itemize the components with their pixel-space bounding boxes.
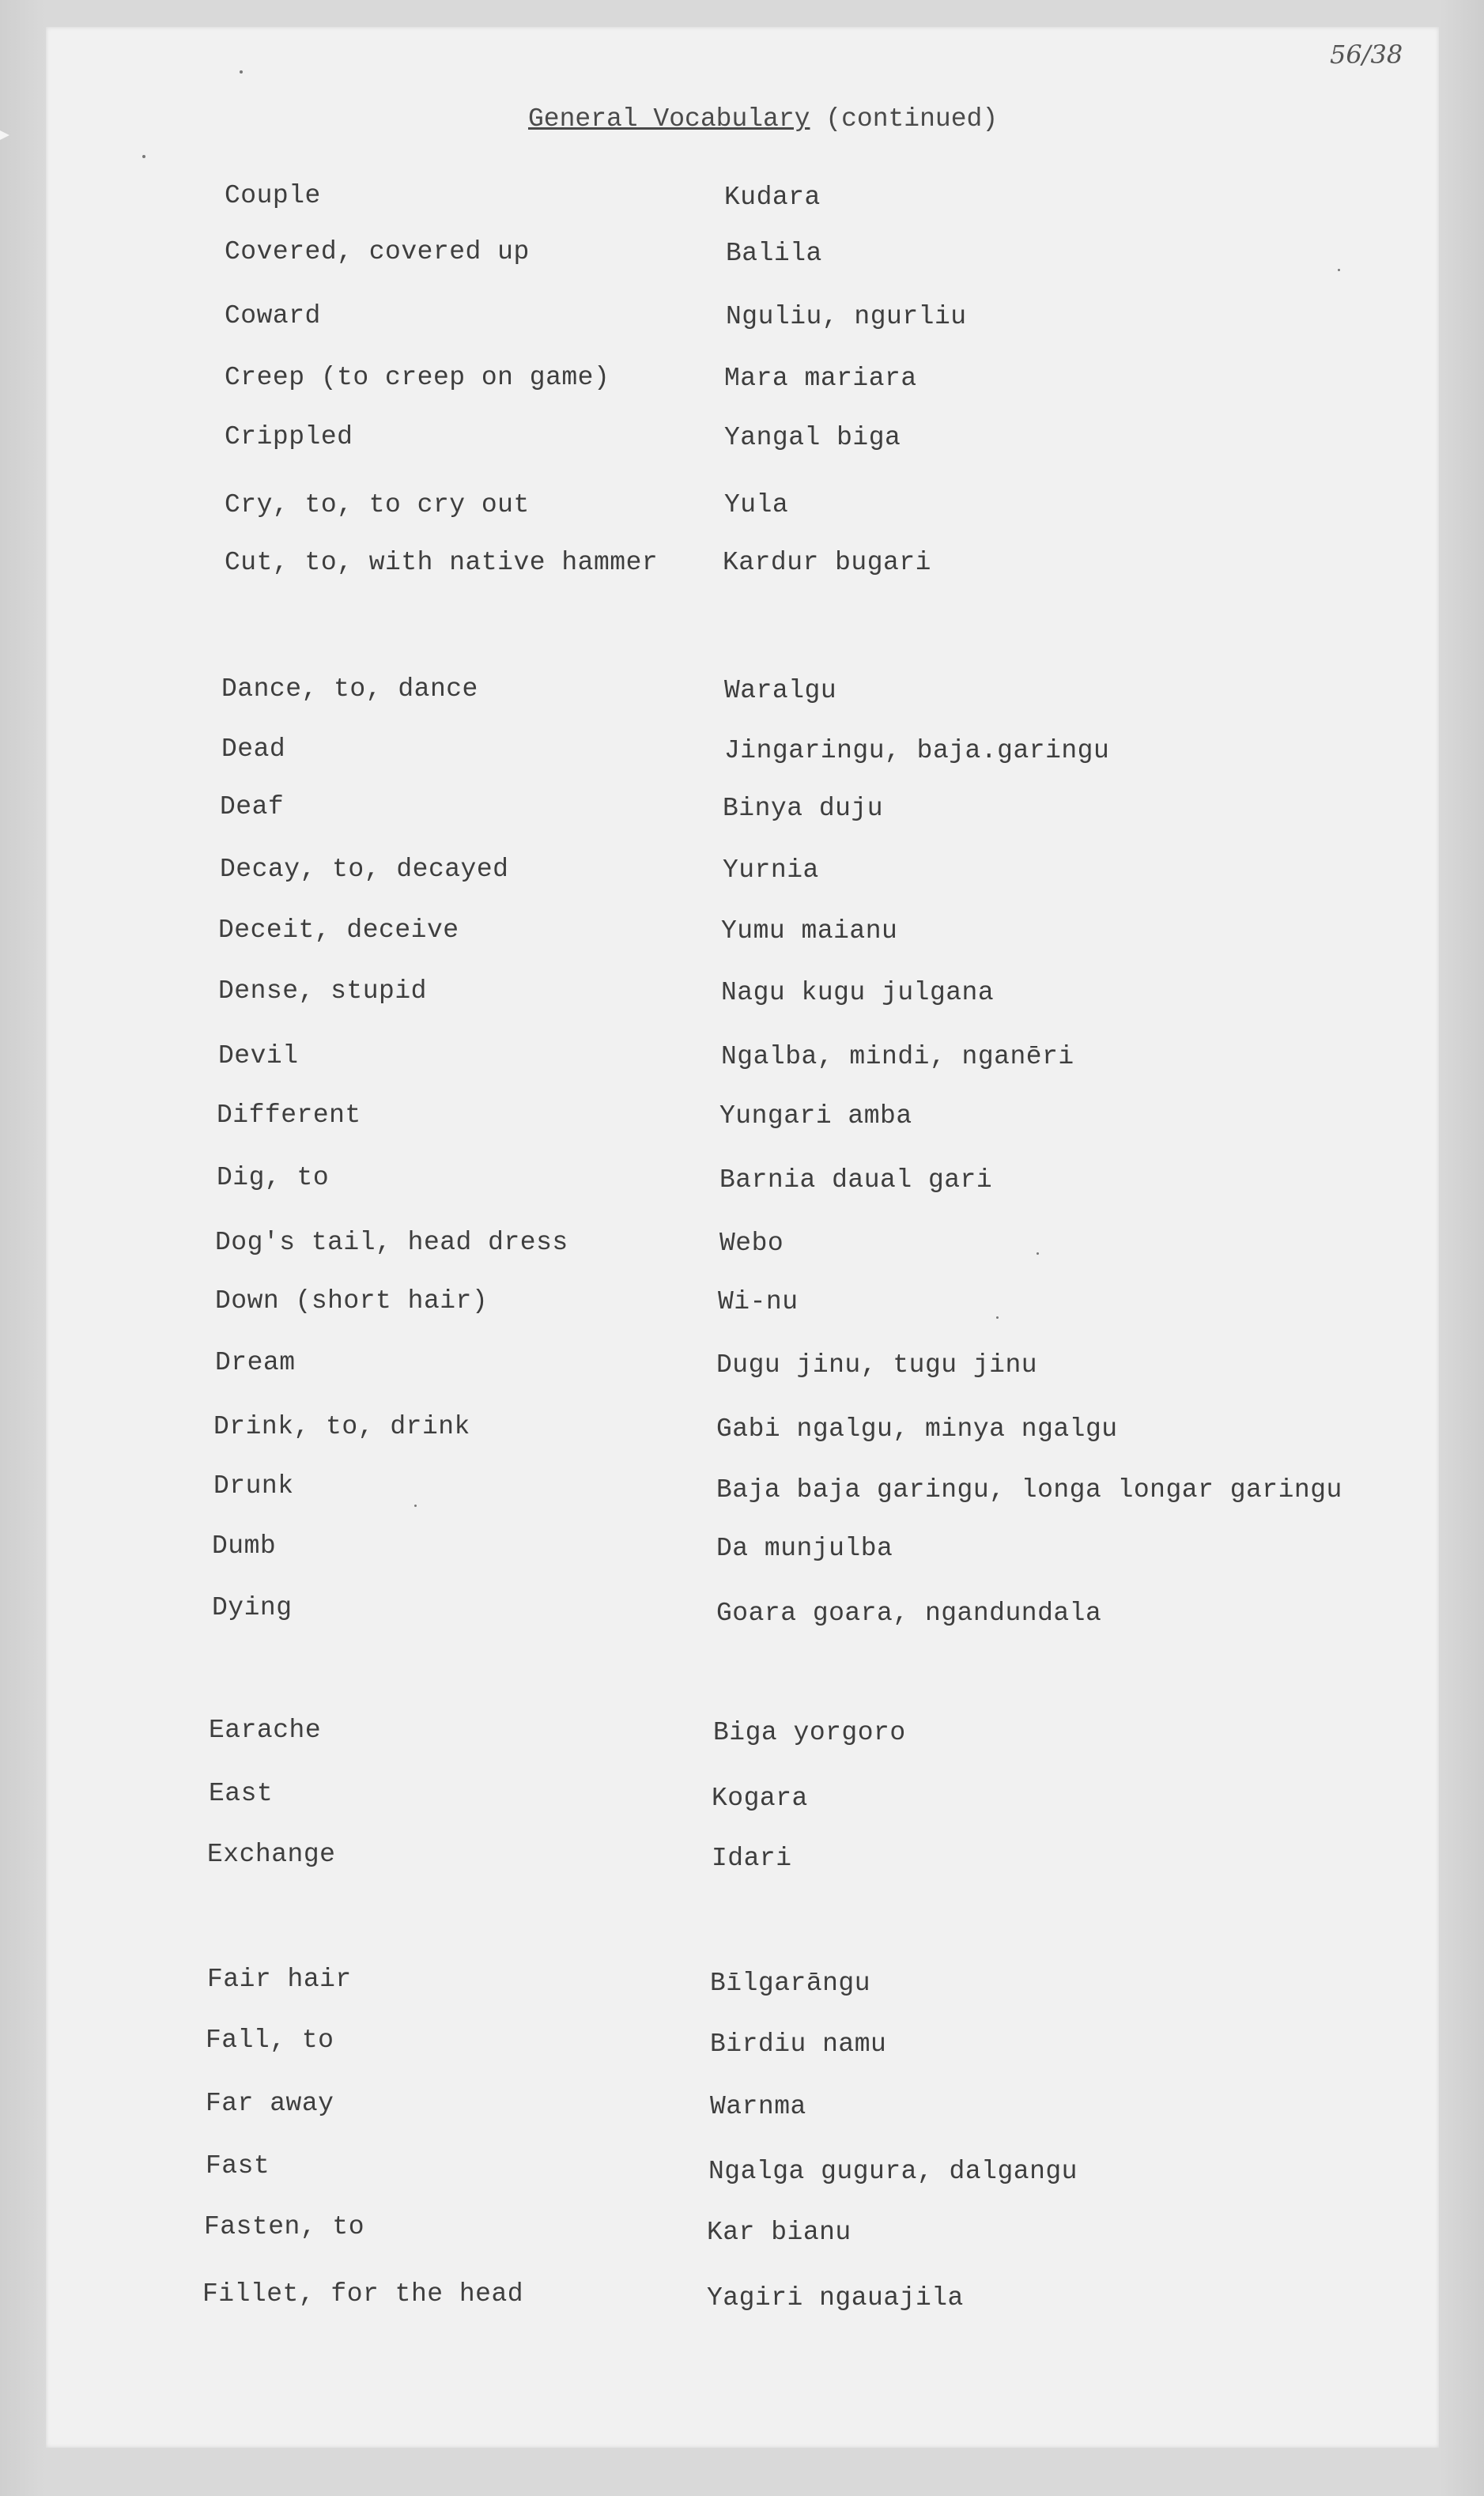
entry-native: Kogara [712,1784,808,1813]
page-heading [528,104,998,134]
scan-edge-marker [0,130,9,140]
entry-english: Earache [209,1716,322,1745]
entry-native: Yungari amba [719,1101,912,1131]
entry-english: Dream [215,1348,296,1377]
entry-native: Wi-nu [718,1287,799,1316]
entry-native: Baja baja garingu, longa longar garingu [716,1475,1342,1505]
paper-speck [1338,269,1340,271]
entry-native: Ngalba, mindi, nganēri [721,1042,1074,1071]
entry-native: Kudara [724,183,821,212]
entry-native: Yurnia [723,855,819,885]
entry-english: Devil [218,1041,299,1071]
entry-english: Dense, stupid [218,976,427,1006]
entry-native: Da munjulba [716,1534,893,1563]
entry-native: Nguliu, ngurliu [726,302,967,331]
paper-speck [996,1316,999,1319]
entry-english: Drunk [213,1471,294,1501]
entry-native: Idari [712,1844,792,1873]
entry-english: Decay, to, decayed [220,855,509,884]
entry-native: Waralgu [724,676,837,705]
entry-native: Goara goara, ngandundala [716,1599,1102,1628]
entry-native: Warnma [710,2092,806,2121]
paper-speck [142,155,145,158]
paper-speck [1037,1252,1039,1255]
entry-english: Crippled [225,422,353,451]
entry-english: East [209,1779,274,1808]
entry-native: Kar bianu [707,2218,852,2247]
entry-english: Cut, to, with native hammer [225,548,659,577]
entry-english: Fair hair [207,1965,352,1994]
entry-native: Yumu maianu [721,916,898,946]
entry-native: Birdiu namu [710,2030,887,2059]
entry-english: Dog's tail, head dress [215,1228,568,1257]
entry-english: Creep (to creep on game) [225,363,610,392]
entry-english: Far away [206,2089,334,2118]
entry-native: Bīlgarāngu [710,1969,871,1998]
entry-english: Fillet, for the head [202,2279,524,2309]
entry-native: Kardur bugari [723,548,931,577]
entry-english: Fall, to [206,2026,334,2055]
entry-native: Ngalga gugura, dalgangu [708,2157,1078,2186]
entry-english: Covered, covered up [225,237,530,266]
entry-native: Webo [719,1229,784,1258]
entry-native: Mara mariara [724,364,917,393]
entry-english: Fast [206,2151,270,2181]
entry-native: Jingaringu, baja.garingu [724,736,1110,765]
entry-native: Binya duju [723,794,884,823]
heading-title: General Vocabulary [528,104,810,134]
entry-native: Balila [726,239,822,268]
entry-native: Yagiri ngauajila [707,2283,964,2313]
entry-native: Nagu kugu julgana [721,978,995,1007]
entry-english: Deaf [220,792,285,821]
entry-english: Dumb [212,1531,277,1561]
entry-english: Drink, to, drink [213,1412,470,1441]
entry-english: Exchange [207,1840,336,1869]
entry-english: Dance, to, dance [221,674,478,704]
entry-english: Dead [221,734,286,764]
heading-suffix: (continued) [825,104,999,134]
paper-speck [414,1505,417,1507]
entry-english: Down (short hair) [215,1286,489,1316]
entry-native: Biga yorgoro [713,1718,906,1747]
entry-english: Deceit, deceive [218,916,459,945]
entry-english: Dying [212,1593,293,1622]
entry-english: Couple [225,181,321,210]
entry-native: Yangal biga [724,423,901,452]
entry-native: Yula [724,490,789,519]
entry-native: Barnia daual gari [719,1165,993,1195]
entry-native: Gabi ngalgu, minya ngalgu [716,1414,1118,1444]
paper-speck [240,70,243,74]
page-number: 56/38 [1330,40,1403,70]
entry-english: Coward [225,301,321,330]
entry-english: Dig, to [217,1163,330,1192]
entry-english: Cry, to, to cry out [225,490,530,519]
entry-english: Fasten, to [204,2212,365,2241]
entry-english: Different [217,1101,361,1130]
entry-native: Dugu jinu, tugu jinu [716,1350,1038,1380]
